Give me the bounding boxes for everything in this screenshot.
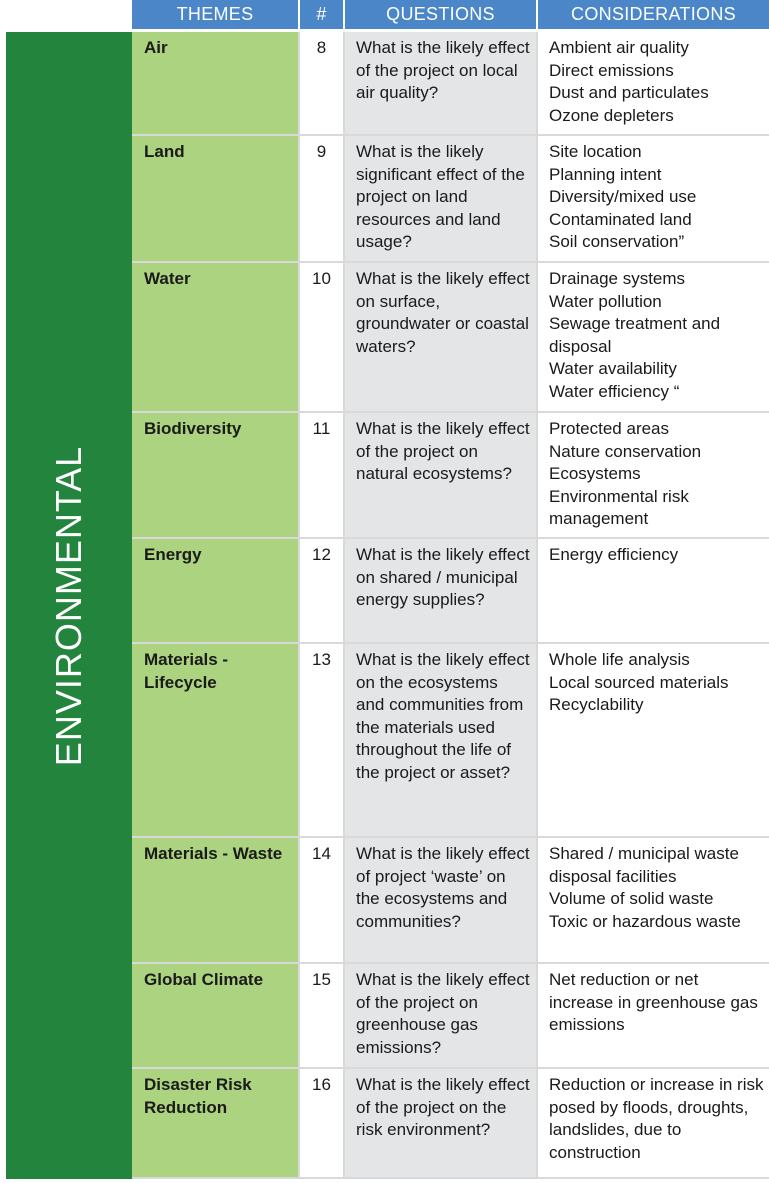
question-number: 8: [300, 32, 343, 134]
question-cell: What is the likely effect of the project on natural ecosystems?: [345, 413, 536, 537]
considerations-cell: [538, 32, 769, 134]
question-number: 9: [300, 136, 343, 261]
question-number: 11: [300, 413, 343, 537]
considerations-cell: [538, 136, 769, 261]
consideration-item: Dust and particulates: [549, 83, 709, 102]
consideration-item: Contaminated land: [549, 209, 692, 229]
question-cell: What is the likely effect of project ‘waste’ on the ecosystems and communities?: [345, 838, 536, 962]
consideration-item: Water efficiency “: [549, 381, 680, 401]
header-themes: THEMES: [132, 0, 298, 29]
consideration-item: Ambient air quality: [549, 38, 689, 57]
consideration-item: Shared / municipal waste disposal facilities: [549, 844, 739, 886]
category-label: ENVIRONMENTAL: [48, 445, 89, 766]
consideration-item: Ecosystems: [549, 464, 641, 483]
question-number: 12: [300, 539, 343, 642]
consideration-item: Energy efficiency: [549, 545, 679, 564]
considerations-cell: [538, 263, 769, 411]
theme-cell: Materials - Waste: [132, 838, 298, 962]
consideration-item: Whole life analysis: [549, 650, 690, 669]
table-row: [132, 1069, 769, 1179]
row-divider: [132, 1177, 769, 1179]
table-row: [132, 136, 769, 263]
question-cell: What is the likely effect on shared / municipal energy supplies?: [345, 539, 536, 642]
considerations-cell: [538, 964, 769, 1067]
consideration-item: Direct emissions: [549, 60, 674, 80]
table-header: [132, 0, 769, 30]
considerations-cell: [538, 413, 769, 537]
consideration-item: Water pollution: [549, 291, 662, 311]
consideration-item: Drainage systems: [549, 269, 686, 288]
question-cell: What is the likely significant effect of the project on land resources and land usage?: [345, 136, 536, 261]
consideration-item: Local sourced materials: [549, 672, 729, 692]
theme-cell: Biodiversity: [132, 413, 298, 537]
category-sidebar: [6, 32, 132, 1179]
question-cell: What is the likely effect on surface, groundwater or coastal waters?: [345, 263, 536, 411]
considerations-cell: [538, 644, 769, 836]
consideration-item: Sewage treatment and disposal: [549, 314, 721, 356]
consideration-item: Net reduction or net increase in greenhouse gas emissions: [549, 970, 758, 1034]
question-number: 16: [300, 1069, 343, 1177]
table-row: [132, 32, 769, 136]
consideration-item: Site location: [549, 142, 642, 161]
consideration-item: Toxic or hazardous waste: [549, 911, 741, 931]
header-considerations: CONSIDERATIONS: [538, 0, 769, 29]
considerations-cell: [538, 539, 769, 642]
theme-cell: Air: [132, 32, 298, 134]
question-cell: What is the likely effect of the project on local air quality?: [345, 32, 536, 134]
considerations-cell: [538, 1069, 769, 1177]
question-number: 10: [300, 263, 343, 411]
consideration-item: Protected areas: [549, 419, 670, 438]
considerations-cell: [538, 838, 769, 962]
consideration-item: Planning intent: [549, 164, 662, 184]
theme-cell: Global Climate: [132, 964, 298, 1067]
theme-cell: Water: [132, 263, 298, 411]
theme-cell: Land: [132, 136, 298, 261]
consideration-item: Water availability: [549, 359, 677, 378]
consideration-item: Soil conservation”: [549, 232, 685, 251]
table-row: [132, 413, 769, 539]
theme-cell: Disaster Risk Reduction: [132, 1069, 298, 1177]
consideration-item: Reduction or increase in risk posed by floods, droughts, landslides, due to construction: [549, 1075, 764, 1162]
theme-cell: Energy: [132, 539, 298, 642]
header-number: #: [300, 0, 343, 29]
table-row: [132, 838, 769, 964]
question-number: 13: [300, 644, 343, 836]
consideration-item: Environmental risk management: [549, 486, 689, 528]
table-row: [132, 964, 769, 1069]
theme-cell: Materials - Lifecycle: [132, 644, 298, 836]
header-questions: QUESTIONS: [345, 0, 536, 29]
table-row: [132, 539, 769, 644]
question-cell: What is the likely effect of the project on the risk environment?: [345, 1069, 536, 1177]
question-number: 15: [300, 964, 343, 1067]
question-number: 14: [300, 838, 343, 962]
table-row: [132, 263, 769, 413]
consideration-item: Nature conservation: [549, 441, 702, 461]
consideration-item: Recyclability: [549, 695, 644, 714]
consideration-item: Diversity/mixed use: [549, 187, 697, 206]
consideration-item: Volume of solid waste: [549, 889, 714, 908]
consideration-item: Ozone depleters: [549, 105, 674, 125]
table-row: [132, 644, 769, 838]
question-cell: What is the likely effect on the ecosystems and communities from the materials used throughout the life of the project or asset?: [345, 644, 536, 836]
question-cell: What is the likely effect of the project on greenhouse gas emissions?: [345, 964, 536, 1067]
